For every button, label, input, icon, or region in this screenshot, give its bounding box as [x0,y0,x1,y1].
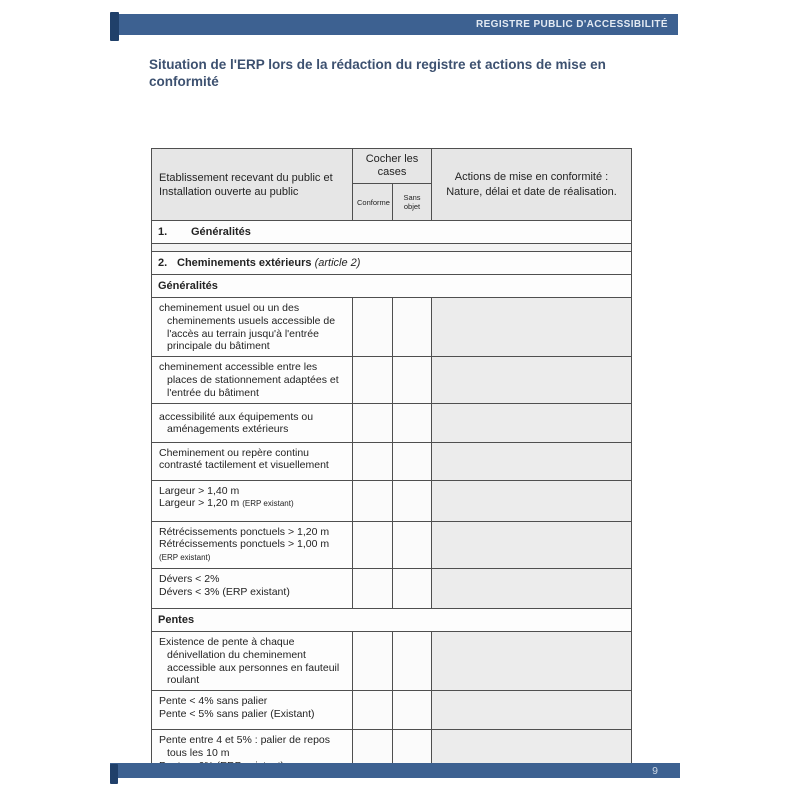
footer-left-tab [110,764,118,784]
col-header-conforme: Conforme [353,184,393,221]
conforme-cell[interactable] [353,691,393,730]
table-row [152,403,632,442]
erp-existant-note: (ERP existant) [242,499,294,509]
footer-banner [110,763,680,778]
requirement-label: Pente entre 4 et 5% : palier de repos tous les 10 m [152,730,353,776]
requirement-label: Dévers < 2% Dévers < 3% (ERP existant) [152,568,353,608]
section-number: 1. [158,226,168,238]
conforme-cell[interactable] [353,521,393,568]
page-title: Situation de l'ERP lors de la rédaction du registre et actions de mise en conformité [149,57,606,89]
table-row [152,631,632,690]
subsection-generalites [152,275,632,298]
requirement-label: Pente < 4% sans palier Pente < 5% sans palier (Existant) [152,691,353,730]
banner-title: REGISTRE PUBLIC D'ACCESSIBILITÉ [475,19,668,30]
table-row [152,568,632,608]
section-2-cheminements-exterieurs [152,252,632,275]
section-1-generalites [152,221,632,244]
sans-objet-cell[interactable] [393,480,432,521]
conforme-cell[interactable] [353,357,393,403]
section-title: Généralités [191,226,251,238]
section-number: 2. [158,257,168,269]
requirement-label: Largeur > 1,40 m Largeur > 1,20 m (ERP existant) [152,480,353,521]
conforme-cell[interactable] [353,480,393,521]
section-article-ref: (article 2) [314,257,361,269]
requirement-label: Rétrécissements ponctuels > 1,20 m Rétrécissements ponctuels > 1,00 m (ERP existant) [152,521,353,568]
sans-objet-cell[interactable] [393,357,432,403]
col-header-sans-objet: Sans objet [393,184,432,221]
table-row [152,480,632,521]
sans-objet-cell[interactable] [393,442,432,480]
table-row [152,442,632,480]
action-cell[interactable] [432,521,632,568]
sans-objet-cell[interactable] [393,568,432,608]
section-title: Cheminements extérieurs [177,257,312,269]
subsection-pentes [152,608,632,631]
conforme-cell[interactable] [353,631,393,690]
conforme-cell[interactable] [353,442,393,480]
action-cell[interactable] [432,480,632,521]
action-cell[interactable] [432,357,632,403]
col-header-actions: Actions de mise en conformité : Nature, délai et date de réalisation. [432,149,632,221]
requirement-label: cheminement accessible entre les places de stationnement adaptées et l'entrée du bâtiment [152,357,353,403]
conforme-cell[interactable] [353,298,393,357]
conforme-cell[interactable] [353,403,393,442]
sans-objet-cell[interactable] [393,298,432,357]
action-cell[interactable] [432,442,632,480]
sans-objet-cell[interactable] [393,631,432,690]
sans-objet-cell[interactable] [393,691,432,730]
header-banner [113,14,678,35]
action-cell[interactable] [432,631,632,690]
spacer-row [152,244,632,252]
table-row [152,357,632,403]
table-header-row [152,149,632,184]
requirement-label: cheminement usuel ou un des cheminements usuels accessible de l'accès au terrain jusqu'à l'entrée principale du bâtiment [152,298,353,357]
requirement-label: Existence de pente à chaque dénivellation du cheminement accessible aux personnes en fauteuil roulant [152,631,353,690]
sans-objet-cell[interactable] [393,403,432,442]
subsection-title: Pentes [152,608,632,631]
action-cell[interactable] [432,568,632,608]
banner-left-tab [110,12,119,41]
table-row [152,521,632,568]
table-row [152,298,632,357]
requirement-label: Cheminement ou repère continu contrasté tactilement et visuellement [152,442,353,480]
page-number: 9 [652,764,658,777]
col-header-check-cases: Cocher les cases [353,149,432,184]
action-cell[interactable] [432,298,632,357]
col-header-establishment: Etablissement recevant du public et Installation ouverte au public [152,149,353,221]
conforme-cell[interactable] [353,568,393,608]
table-row [152,691,632,730]
subsection-title: Généralités [152,275,632,298]
sans-objet-cell[interactable] [393,521,432,568]
action-cell[interactable] [432,691,632,730]
requirement-label: accessibilité aux équipements ou aménagements extérieurs [152,403,353,442]
erp-existant-note: (ERP existant) [159,553,211,563]
action-cell[interactable] [432,403,632,442]
conformity-table [151,148,632,777]
